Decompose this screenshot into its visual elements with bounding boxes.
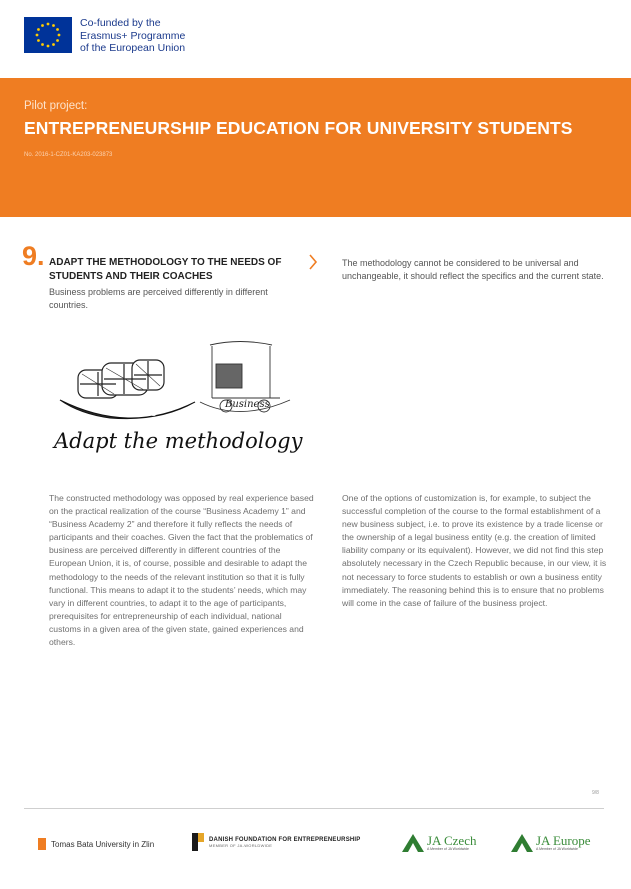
ja-czech-name: JA Czech xyxy=(427,832,477,848)
eu-cofunded-text: Co-funded by the Erasmus+ Programme of the European Union xyxy=(80,17,186,54)
eu-star xyxy=(52,24,55,27)
ja-europe-name: JA Europe xyxy=(536,832,591,848)
eu-star xyxy=(47,45,50,48)
adapt-methodology-sketch xyxy=(40,330,310,460)
eu-star xyxy=(56,39,59,42)
eu-star xyxy=(47,23,50,26)
eu-flag-icon xyxy=(24,17,72,53)
body-text-left: The constructed methodology was opposed by real experience based on the practical realization of the course “Business Academy 1” and “Business Academy 2” and therefore it fully reflects the needs of participants and their coaches. Given the fact that the problematics of business are perceived differently in different countries of the European Union, it is, of course, possible and desirable to adapt the methodology to the needs of the relevant institution so that it is fully functional. This means to adapt it to the students’ needs, which may vary in different countries, to adapt it to the age of participants, prerequisites for entrepreneurship of each individual, national customs in a given area of the given state, gained experiences and others. xyxy=(49,493,314,648)
ja-europe-logo xyxy=(511,832,591,852)
eu-star xyxy=(52,43,55,46)
dfe-logo xyxy=(192,833,361,851)
eu-star xyxy=(41,24,44,27)
header-banner xyxy=(0,78,631,217)
chevron-right-icon xyxy=(305,252,321,272)
eu-star xyxy=(56,28,59,31)
tbu-name: Tomas Bata University in Zlin xyxy=(51,839,155,849)
tbu-mark-icon xyxy=(38,838,46,850)
ja-europe-sub: A Member of JA Worldwide xyxy=(536,846,578,851)
eu-star xyxy=(37,39,40,42)
sketch-label-right: Business xyxy=(225,399,270,410)
section-subtitle: Business problems are perceived differently in different countries. xyxy=(49,287,268,310)
sketch-label-left: Business xyxy=(112,408,157,419)
dfe-member: MEMBER OF JA-WORLDWIDE xyxy=(209,842,273,848)
ja-mountain-icon xyxy=(402,832,424,852)
ja-czech-logo xyxy=(402,832,476,852)
body-text-right: One of the options of customization is, for example, to subject the successful completion of the course to the formal establishment of a new business subject, i.e. to prove its existence by a trade license or the ownership of a legal business entity (e.g. the creation of limited liability company or its equivalent). However, we did not find this step absolutely necessary in the Czech Republic because, in our view, it is not necessary to force students to establish or own a business entity immediately. The reasoning behind this is to ensure that no problems will come in the case of failure of the business project. xyxy=(342,493,607,608)
page-title: ENTREPRENEURSHIP EDUCATION FOR UNIVERSITY STUDENTS xyxy=(24,118,573,138)
page-number: 9/8 xyxy=(592,790,599,796)
section-number: 9. xyxy=(22,241,45,271)
ja-czech-sub: A Member of JA Worldwide xyxy=(427,846,469,851)
dfe-name: DANISH FOUNDATION FOR ENTREPRENEURSHIP xyxy=(209,836,361,843)
project-number: No. 2016-1-CZ01-KA203-023873 xyxy=(24,152,113,158)
ja-mountain-icon xyxy=(511,832,533,852)
sketch-caption: Adapt the methodology xyxy=(54,429,303,453)
tbu-logo xyxy=(38,838,154,850)
eu-star xyxy=(36,34,39,37)
dfe-mark-icon xyxy=(192,833,204,851)
section-intro-right: The methodology cannot be considered to be universal and unchangeable, it should reflect the specifics and the current state. xyxy=(342,258,604,281)
pilot-project-label: Pilot project: xyxy=(24,100,88,112)
eu-star xyxy=(41,43,44,46)
section-title: ADAPT THE METHODOLOGY TO THE NEEDS OF STUDENTS AND THEIR COACHES xyxy=(49,257,282,282)
eu-star xyxy=(58,34,61,37)
footer-divider xyxy=(24,808,604,809)
eu-star xyxy=(37,28,40,31)
